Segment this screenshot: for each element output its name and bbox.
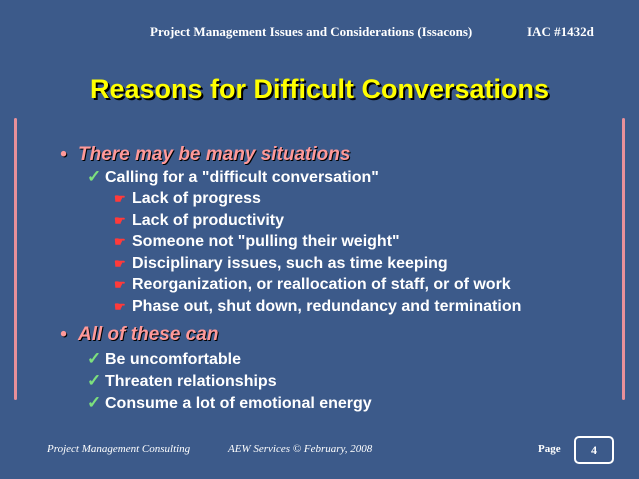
- check-icon: ✓: [87, 167, 102, 186]
- left-decorative-bar: [14, 118, 17, 400]
- check-icon: ✓: [87, 349, 102, 368]
- pointing-hand-icon: ☛: [114, 256, 126, 271]
- bullet-text: Calling for a "difficult conversation": [105, 169, 379, 186]
- bullet-level3: [114, 276, 511, 294]
- bullet-text: Phase out, shut down, redundancy and termination: [132, 298, 522, 315]
- bullet-level3: [114, 233, 400, 251]
- bullet-level2: [87, 167, 379, 187]
- bullet-level1: [60, 144, 350, 166]
- header-title: Project Management Issues and Considerations (Issacons): [150, 24, 473, 39]
- bullet-text: Lack of productivity: [132, 212, 285, 229]
- bullet-text: Disciplinary issues, such as time keeping: [132, 255, 448, 272]
- bullet-text: There may be many situations: [78, 144, 351, 165]
- bullet-level3: [114, 212, 284, 230]
- right-decorative-bar: [622, 118, 625, 400]
- bullet-text: Threaten relationships: [105, 373, 277, 390]
- slide-title: Reasons for Difficult Conversations: [89, 74, 550, 104]
- footer-page-label: Page: [538, 443, 561, 455]
- bullet-text: Consume a lot of emotional energy: [105, 395, 372, 412]
- slide-footer: [0, 443, 639, 463]
- bullet-text: Lack of progress: [132, 190, 261, 207]
- pointing-hand-icon: ☛: [114, 213, 126, 228]
- check-icon: ✓: [87, 393, 102, 412]
- bullet-level3: [114, 298, 521, 316]
- bullet-text: Reorganization, or reallocation of staff, or of work: [132, 276, 511, 293]
- bullet-level2: [87, 393, 372, 413]
- pointing-hand-icon: ☛: [114, 299, 126, 314]
- header-code: IAC #1432d: [527, 24, 594, 39]
- bullet-level2: [87, 349, 241, 369]
- bullet-dot-icon: •: [60, 324, 67, 345]
- bullet-level2: [87, 371, 277, 391]
- bullet-level3: [114, 190, 261, 208]
- pointing-hand-icon: ☛: [114, 234, 126, 249]
- pointing-hand-icon: ☛: [114, 277, 126, 292]
- bullet-dot-icon: •: [60, 144, 67, 165]
- footer-copyright: AEW Services © February, 2008: [228, 443, 373, 455]
- bullet-text: Someone not "pulling their weight": [132, 233, 400, 250]
- bullet-level3: [114, 255, 448, 273]
- bullet-level1: [60, 324, 218, 346]
- check-icon: ✓: [87, 371, 102, 390]
- slide-header: [0, 24, 639, 42]
- bullet-text: All of these can: [78, 324, 219, 345]
- pointing-hand-icon: ☛: [114, 191, 126, 206]
- footer-company: Project Management Consulting: [47, 443, 191, 455]
- page-number-box: 4: [574, 436, 614, 464]
- bullet-text: Be uncomfortable: [105, 351, 242, 368]
